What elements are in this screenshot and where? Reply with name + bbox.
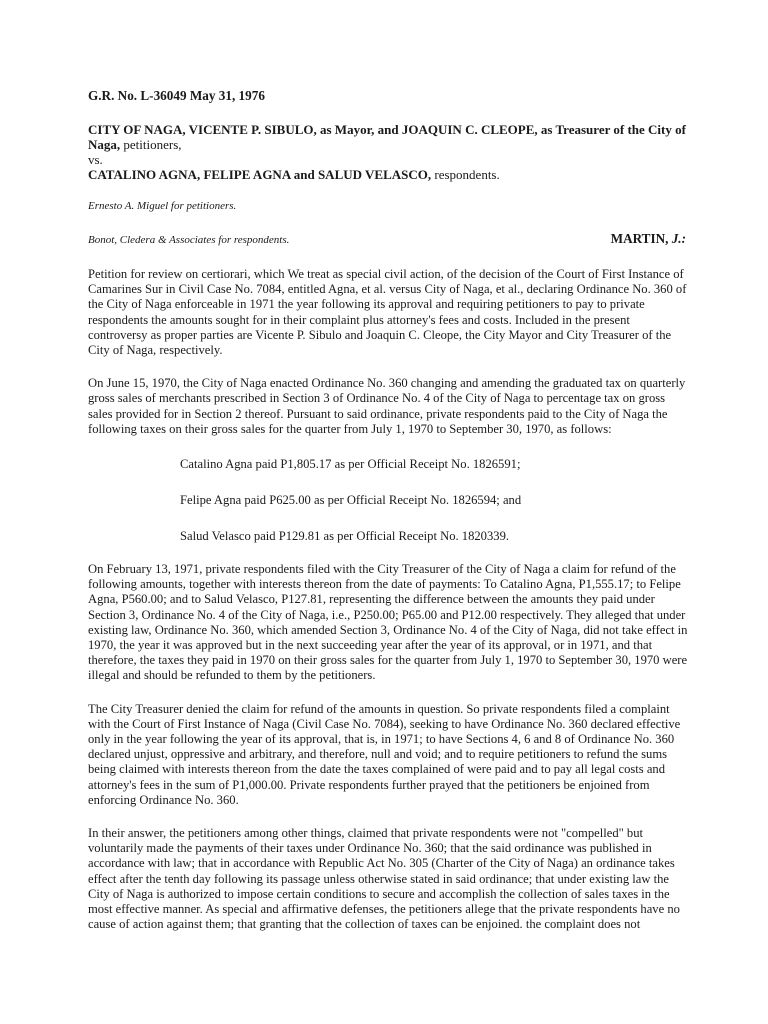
ponente-name: MARTIN, [610,231,672,246]
payment-catalino-agna: Catalino Agna paid P1,805.17 as per Official Receipt No. 1826591; [180,457,521,472]
document-page [88,88,688,933]
paragraph-2: On June 15, 1970, the City of Naga enacted Ordinance No. 360 changing and amending the graduated tax on quarterly gross sales of merchants prescribed in Section 3 of Ordinance No. 4 of the City of Naga to percentage tax on gross sales provided for in Section 2 thereof. Pursuant to said ordinance, private respondents paid to the City of Naga the following taxes on their gross sales for the quarter from July 1, 1970 to September 30, 1970, as follows: [88,376,686,436]
ponente-title: J.: [671,231,686,246]
counsel-petitioners: Ernesto A. Miguel for petitioners. [88,200,237,212]
versus-label: vs. [88,152,103,167]
petitioners-names: CITY OF NAGA, VICENTE P. SIBULO, as Mayor, and JOAQUIN C. CLEOPE, as Treasurer of the City of Naga, [88,122,686,152]
petitioners-label: petitioners, [120,137,182,152]
payment-salud-velasco: Salud Velasco paid P129.81 as per Official Receipt No. 1820339. [180,529,510,544]
case-parties [88,122,688,182]
ponente [611,231,686,247]
paragraph-5: In their answer, the petitioners among other things, claimed that private respondents were not "compelled" but voluntarily made the payments of their taxes under Ordinance No. 360; that the said ordinance was published in accordance with law; that in accordance with Republic Act No. 305 (Charter of the City of Naga) an ordinance takes effect after the tenth day following its passage unless otherwise stated in said ordinance; that under existing law the City of Naga is authorized to impose certain conditions to secure and accomplish the collection of sales taxes in the most effective manner. As special and affirmative defenses, the petitioners allege that the private respondents have no cause of action against them; that granting that the collection of taxes can be enjoined. the complaint does not [88,826,680,932]
paragraph-1: Petition for review on certiorari, which We treat as special civil action, of the decision of the Court of First Instance of Camarines Sur in Civil Case No. 7084, entitled Agna, et al. versus City of Naga, et al., declaring Ordinance No. 360 of the City of Naga enforceable in 1971 the year following its approval and requiring petitioners to pay to private respondents the amounts sought for in their complaint plus attorney's fees and costs. Included in the present controversy as proper parties are Vicente P. Sibulo and Joaquin C. Cleope, the City Mayor and City Treasurer of the City of Naga, respectively. [88,267,687,358]
respondents-line [88,167,688,182]
case-number: G.R. No. L-36049 May 31, 1976 [88,88,265,103]
petitioners-line [88,122,688,152]
counsel-ponente-row [88,231,688,247]
respondents-names: CATALINO AGNA, FELIPE AGNA and SALUD VELASCO, [88,167,432,182]
paragraph-4: The City Treasurer denied the claim for refund of the amounts in question. So private respondents filed a complaint with the Court of First Instance of Naga (Civil Case No. 7084), seeking to have Ordinance No. 360 declared effective only in the year following the year of its approval, that is, in 1971; to have Sections 4, 6 and 8 of Ordinance No. 360 declared unjust, oppressive and arbitrary, and therefore, null and void; and to require petitioners to refund the sums being claimed with interests thereon from the date the taxes complained of were paid and to pay all legal costs and attorney's fees in the sum of P1,000.00. Private respondents further prayed that the petitioners be enjoined from enforcing Ordinance No. 360. [88,701,681,807]
payment-felipe-agna: Felipe Agna paid P625.00 as per Official Receipt No. 1826594; and [180,493,522,508]
counsel-respondents: Bonot, Cledera & Associates for respondents. [88,234,290,246]
respondents-label: respondents. [431,167,500,182]
paragraph-3: On February 13, 1971, private respondents filed with the City Treasurer of the City of Naga a claim for refund of the following amounts, together with interests thereon from the date of payments: To Catalino Agna, P1,555.17; to Felipe Agna, P560.00; and to Salud Velasco, P127.81, representing the difference between the amounts they paid under Section 3, Ordinance No. 4 of the City of Naga, i.e., P250.00; P65.00 and P12.00 respectively. They alleged that under existing law, Ordinance No. 360, which amended Section 3, Ordinance No. 4 of the City of Naga, did not take effect in 1970, the year it was approved but in the next succeeding year after the year of its approval, or in 1971, and that therefore, the taxes they paid in 1970 on their gross sales for the quarter from July 1, 1970 to September 30, 1970 were illegal and should be refunded to them by the petitioners. [88,562,688,683]
